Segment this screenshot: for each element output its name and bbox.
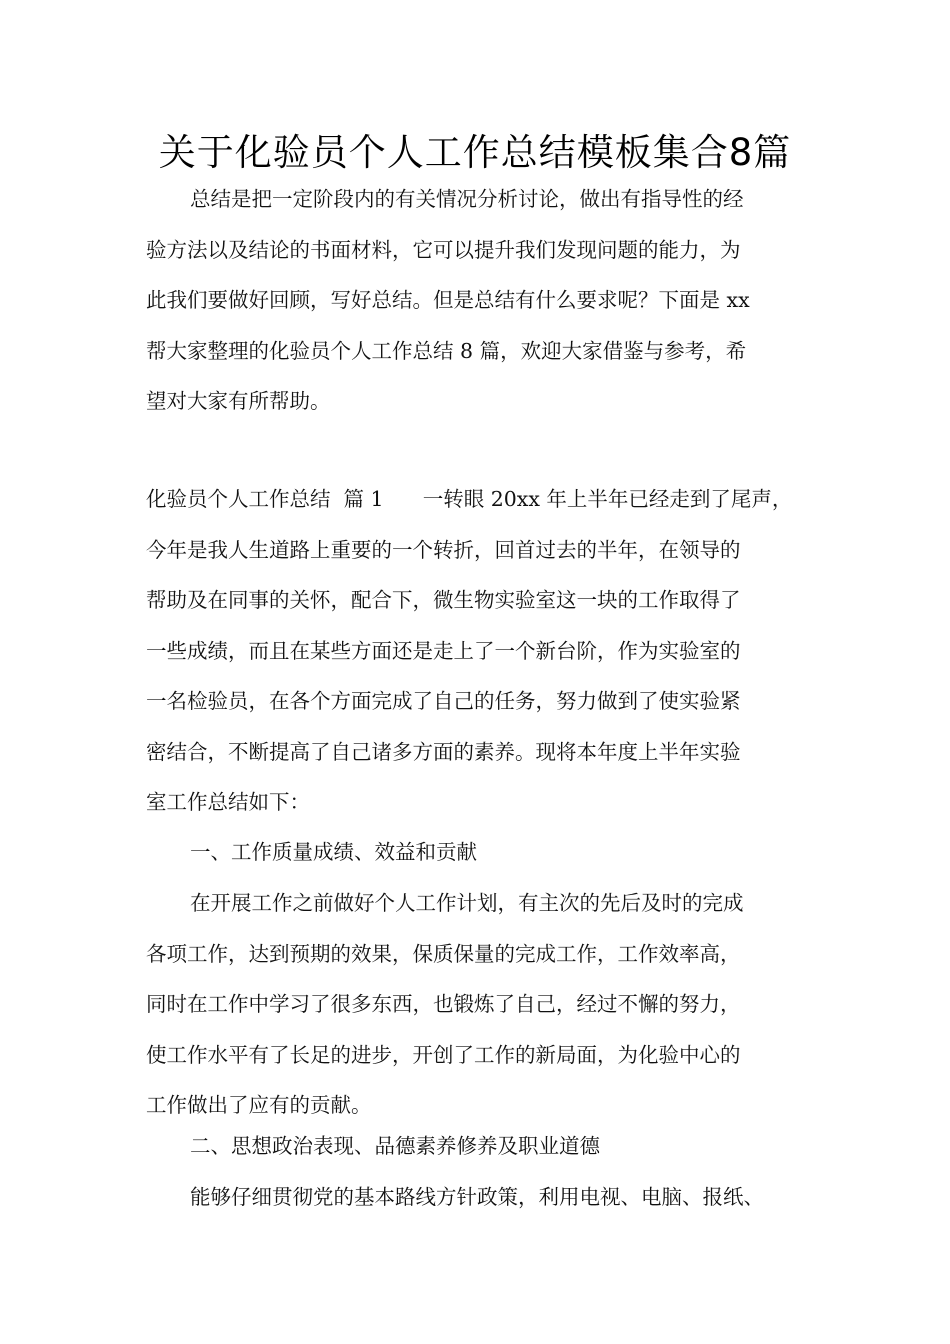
document-title: 关于化验员个人工作总结模板集合8篇 xyxy=(158,131,792,174)
section-heading: 一、工作质量成绩、效益和贡献 xyxy=(190,840,477,864)
text-line: 一些成绩，而且在某些方面还是走上了一个新台阶，作为实验室的 xyxy=(146,638,741,663)
text-line: 化验员个人工作总结 篇 1 一转眼 20xx 年上半年已经走到了尾声， xyxy=(146,487,793,511)
text-line: 验方法以及结论的书面材料，它可以提升我们发现问题的能力，为 xyxy=(146,237,741,262)
text-line: 在开展工作之前做好个人工作计划，有主次的先后及时的完成 xyxy=(190,891,744,915)
text-line: 能够仔细贯彻党的基本路线方针政策，利用电视、电脑、报纸、 xyxy=(190,1185,764,1209)
text-line: 总结是把一定阶段内的有关情况分析讨论，做出有指导性的经 xyxy=(190,187,744,211)
text-line: 今年是我人生道路上重要的一个转折，回首过去的半年，在领导的 xyxy=(146,537,741,562)
text-line: 密结合，不断提高了自己诸多方面的素养。现将本年度上半年实验 xyxy=(146,739,741,764)
text-line: 使工作水平有了长足的进步，开创了工作的新局面，为化验中心的 xyxy=(146,1042,741,1067)
paragraph-1 xyxy=(146,878,826,1131)
intro-paragraph xyxy=(146,174,826,427)
text-line: 室工作总结如下： xyxy=(146,790,310,814)
text-line: 帮大家整理的化验员个人工作总结 8 篇，欢迎大家借鉴与参考，希 xyxy=(146,338,747,363)
section-heading: 二、思想政治表现、品德素养修养及职业道德 xyxy=(190,1134,600,1158)
heading-1 xyxy=(146,827,826,878)
section-1-paragraph xyxy=(146,474,826,828)
text-line: 帮助及在同事的关怀，配合下，微生物实验室这一块的工作取得了 xyxy=(146,588,741,612)
text-line: 此我们要做好回顾，写好总结。但是总结有什么要求呢？下面是 xx xyxy=(146,288,750,312)
text-line: 各项工作，达到预期的效果，保质保量的完成工作，工作效率高， xyxy=(146,941,741,966)
text-line: 同时在工作中学习了很多东西，也锻炼了自己，经过不懈的努力， xyxy=(146,992,741,1016)
paragraph-2 xyxy=(146,1172,826,1223)
text-line: 一名检验员，在各个方面完成了自己的任务，努力做到了使实验紧 xyxy=(146,689,741,713)
text-line: 望对大家有所帮助。 xyxy=(146,389,331,413)
heading-2 xyxy=(146,1121,826,1172)
text-line: 工作做出了应有的贡献。 xyxy=(146,1093,372,1117)
